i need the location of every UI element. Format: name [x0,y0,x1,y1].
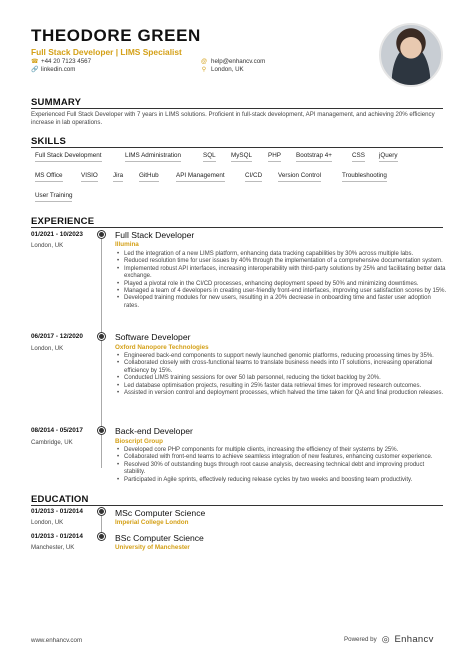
location-text: London, UK [211,66,244,73]
contact-email[interactable] [201,58,265,65]
list-item: • Played a pivotal role in the CI/CD processes, enhancing deployment speed by 50% and minimizing downtimes. [117,281,447,288]
list-item: • Developed training modules for new users, resulting in a 20% decrease in onboarding time and faster user adoption rates. [117,295,447,310]
timeline-dot [98,333,105,340]
skills-heading: SKILLS [31,136,66,147]
job-location: London, UK [31,345,64,352]
skill-tag: VISIO [81,172,98,182]
job-dates: 01/2021 - 10/2023 [31,231,83,238]
job-dates: 06/2017 - 12/2020 [31,333,83,340]
skill-tag: MySQL [231,152,252,162]
timeline-dot [98,508,105,515]
list-item: • Collaborated with front-end teams to achieve seamless integration of new features, enhancing customer experience. [117,454,447,461]
job-location: Cambridge, UK [31,439,73,446]
list-item: • Resolved 30% of outstanding bugs through root cause analysis, decreasing technical debt and improving product stability. [117,462,447,477]
brand-name: Enhancv [394,634,434,645]
at-icon: @ [201,58,208,65]
list-item: • Implemented robust API interfaces, increasing interoperability with third-party solutions by 25% and facilitating better data exchange. [117,266,447,281]
job-role: Software Developer [115,332,191,342]
skill-tag: Full Stack Development [35,152,102,162]
skill-tag: Jira [113,172,123,182]
skill-tag: User Training [35,192,72,202]
skills-divider [31,147,443,148]
timeline-dot [98,533,105,540]
list-item: • Assisted in version control and deployment processes, which halved the time taken for QA and final production releases. [117,390,447,397]
contact-linkedin[interactable] [31,66,75,73]
list-item: • Participated in Agile sprints, effectively reducing release cycles by two weeks and boosting team productivity. [117,477,447,484]
edu-location: London, UK [31,519,64,526]
edu-dates: 01/2013 - 01/2014 [31,508,83,515]
list-item: • Led the integration of a new LIMS platform, enhancing data tracking capabilities by 30% across multiple labs. [117,251,447,258]
summary-divider [31,108,443,109]
linkedin-text[interactable]: linkedin.com [41,66,76,73]
list-item: • Developed core PHP components for multiple clients, increasing the efficiency of their systems by 25%. [117,447,447,454]
candidate-title: Full Stack Developer | LIMS Specialist [31,47,182,57]
powered-by-text: Powered by [344,636,377,643]
avatar [379,23,443,87]
job-company: Oxford Nanopore Technologies [115,344,209,351]
footer-branding [344,634,434,645]
education-divider [31,505,443,506]
edu-school: Imperial College London [115,519,189,526]
link-icon: 🔗 [31,67,39,73]
skill-tag: LIMS Administration [125,152,181,162]
skill-tag: SQL [203,152,216,162]
footer-website[interactable]: www.enhancv.com [31,637,83,644]
job-location: London, UK [31,242,64,249]
list-item: • Reduced resolution time for user issues by 40% through the implementation of a comprehensive documentation system. [117,258,447,265]
phone-text: +44 20 7123 4567 [41,58,92,65]
candidate-name: THEODORE GREEN [31,26,201,45]
skill-tag: API Management [176,172,225,182]
job-bullets [117,251,447,310]
skill-tag: jQuery [379,152,398,162]
job-bullets [117,447,447,484]
contact-phone [31,58,91,65]
enhancv-logo-icon: ◎ [381,634,390,644]
skill-tag: Version Control [278,172,321,182]
phone-icon: ☎ [31,59,39,65]
skill-tag: CSS [352,152,365,162]
email-text[interactable]: help@enhancv.com [211,58,266,65]
job-company: Bioscript Group [115,438,163,445]
experience-heading: EXPERIENCE [31,216,95,227]
job-role: Full Stack Developer [115,230,195,240]
job-role: Back-end Developer [115,426,193,436]
skill-tag: Troubleshooting [342,172,387,182]
edu-degree: MSc Computer Science [115,508,206,518]
summary-heading: SUMMARY [31,97,82,108]
resume-header [31,27,371,57]
contact-location [201,66,244,73]
list-item: • Conducted LIMS training sessions for over 50 lab personnel, reducing the ticket backlog by 20%. [117,375,447,382]
edu-degree: BSc Computer Science [115,533,204,543]
list-item: • Led database optimisation projects, resulting in 25% faster data retrieval times for improved research outcomes. [117,383,447,390]
edu-school: University of Manchester [115,544,190,551]
list-item: • Collaborated closely with cross-functional teams to translate business needs into IT solutions, increasing operational efficiency by 15%. [117,360,447,375]
skill-tag: PHP [268,152,281,162]
summary-text: Experienced Full Stack Developer with 7 years in LIMS solutions. Proficient in full-stack development, API management, and achieving 20% efficiency increase in lab operations. [31,111,435,127]
job-bullets [117,353,447,397]
pin-icon: ⚲ [201,67,207,73]
skill-tag: GitHub [139,172,159,182]
timeline-dot [98,231,105,238]
edu-location: Manchester, UK [31,544,75,551]
skill-tag: MS Office [35,172,63,182]
job-dates: 08/2014 - 05/2017 [31,427,83,434]
education-heading: EDUCATION [31,494,89,505]
timeline-dot [98,427,105,434]
job-company: Illumina [115,241,139,248]
list-item: • Engineered back-end components to support newly launched genomic platforms, reducing processing times by 35%. [117,353,447,360]
skill-tag: Bootstrap 4+ [296,152,332,162]
list-item: • Managed a team of 4 developers in creating user-friendly front-end interfaces, improving user satisfaction scores by 15%. [117,288,447,295]
edu-dates: 01/2013 - 01/2014 [31,533,83,540]
skill-tag: CI/CD [245,172,262,182]
experience-divider [31,227,443,228]
